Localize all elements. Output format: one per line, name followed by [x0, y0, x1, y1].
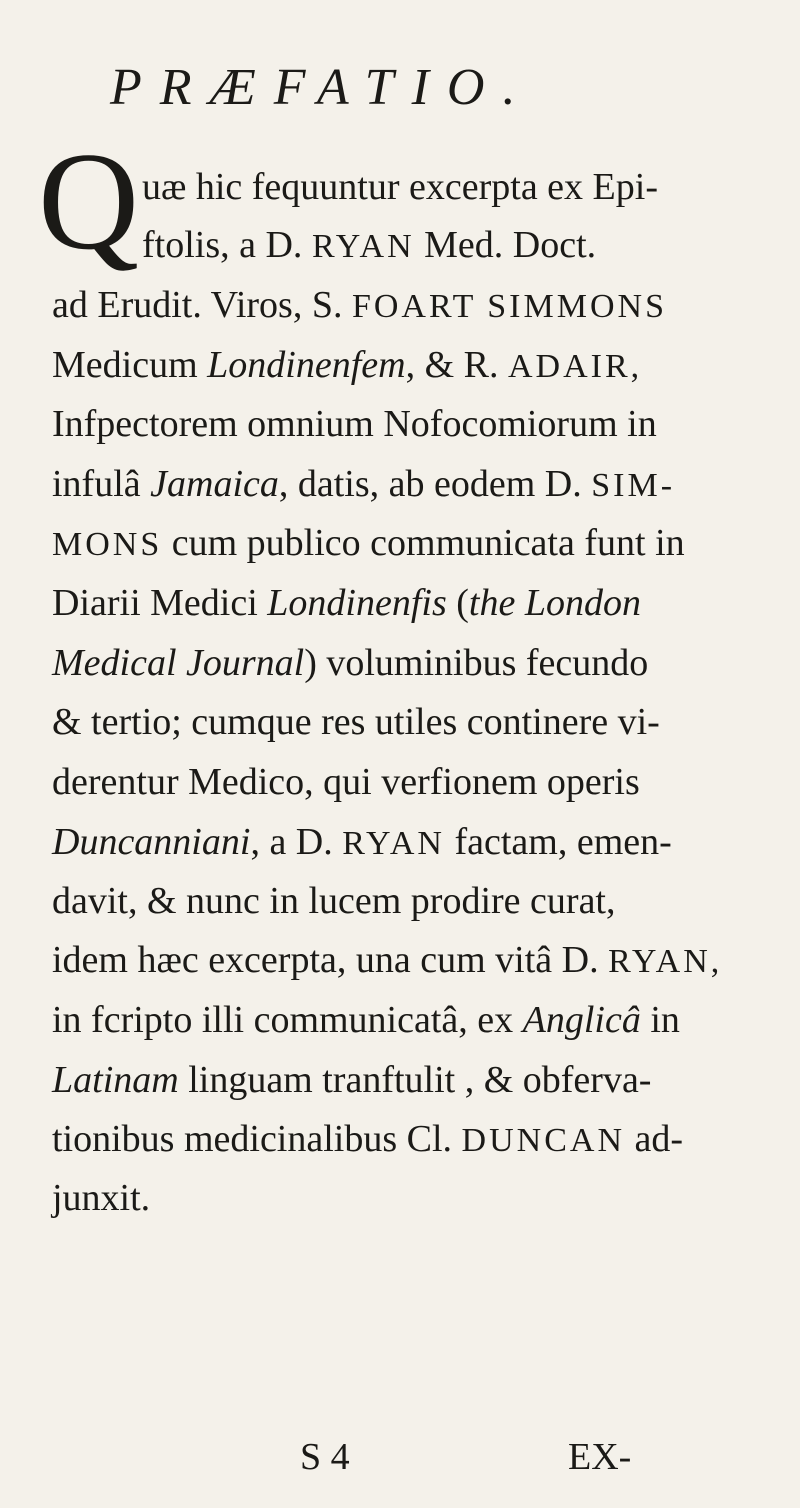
- text-segment: in: [640, 999, 680, 1041]
- text-segment: FOART SIMMONS: [351, 288, 667, 325]
- text-line: [52, 1178, 150, 1218]
- text-line: [52, 404, 657, 444]
- text-segment: RYAN: [311, 228, 415, 265]
- text-segment: ad Erudit. Viros, S.: [52, 284, 352, 326]
- text-segment: DUNCAN: [461, 1122, 625, 1159]
- text-segment: Londinenfem: [207, 344, 406, 386]
- text-segment: Latinam: [52, 1059, 179, 1101]
- text-segment: , & R.: [405, 344, 508, 386]
- text-line: [52, 1119, 683, 1161]
- text-segment: MONS: [52, 526, 163, 563]
- text-line: [52, 583, 641, 623]
- text-segment: Med. Doct.: [414, 224, 597, 266]
- text-segment: & tertio; cumque res utiles continere vi-: [52, 701, 660, 743]
- text-line: [52, 822, 672, 864]
- signature-mark: S 4: [300, 1436, 350, 1478]
- drop-capital: Q: [38, 124, 140, 279]
- text-segment: derentur Medico, qui verfionem operis: [52, 761, 640, 803]
- text-segment: linguam tranftulit , & obferva-: [178, 1059, 652, 1101]
- text-line: [52, 464, 675, 506]
- text-line: [52, 523, 685, 565]
- text-line: [52, 345, 642, 387]
- catchword: EX-: [568, 1436, 632, 1478]
- text-segment: RYAN,: [608, 943, 723, 980]
- page-heading: PRÆFATIO.: [110, 59, 534, 116]
- text-segment: Anglicâ: [522, 999, 641, 1041]
- text-segment: the London: [468, 582, 641, 624]
- text-segment: factam, emen-: [444, 821, 672, 863]
- text-segment: ad-: [625, 1118, 684, 1160]
- text-line: [52, 1000, 680, 1040]
- text-segment: Londinenfis: [267, 582, 447, 624]
- text-segment: RYAN: [342, 825, 445, 862]
- text-segment: infulâ: [52, 463, 151, 505]
- text-segment: davit, & nunc in lucem prodire curat,: [52, 880, 616, 922]
- text-segment: ftolis, a D.: [142, 224, 312, 266]
- text-line: [142, 167, 658, 207]
- text-segment: tionibus medicinalibus Cl.: [52, 1118, 462, 1160]
- text-segment: Diarii Medici: [52, 582, 268, 624]
- text-segment: idem hæc excerpta, una cum vitâ D.: [52, 939, 609, 981]
- text-segment: Jamaica: [150, 463, 279, 505]
- text-line: [52, 285, 667, 327]
- text-segment: Infpectorem omnium Nofocomiorum in: [52, 403, 657, 445]
- text-segment: ) voluminibus fecundo: [304, 642, 649, 684]
- text-segment: Medical Journal: [52, 642, 305, 684]
- text-line: [52, 643, 648, 683]
- text-line: [52, 940, 722, 982]
- text-line: [142, 225, 596, 267]
- text-segment: Duncanniani: [52, 821, 251, 863]
- text-segment: cum publico communicata funt in: [162, 522, 685, 564]
- text-line: [52, 1060, 651, 1100]
- text-segment: SIM-: [591, 467, 676, 504]
- text-line: [52, 762, 640, 802]
- text-line: [52, 881, 616, 921]
- text-segment: , a D.: [250, 821, 343, 863]
- text-segment: in fcripto illi communicatâ, ex: [52, 999, 523, 1041]
- text-line: [52, 702, 660, 742]
- text-segment: (: [446, 582, 469, 624]
- text-segment: , datis, ab eodem D.: [278, 463, 592, 505]
- text-segment: uæ hic fequuntur excerpta ex Epi-: [142, 166, 658, 208]
- text-segment: Medicum: [52, 344, 208, 386]
- text-segment: ADAIR,: [507, 348, 643, 385]
- text-segment: junxit.: [52, 1177, 151, 1219]
